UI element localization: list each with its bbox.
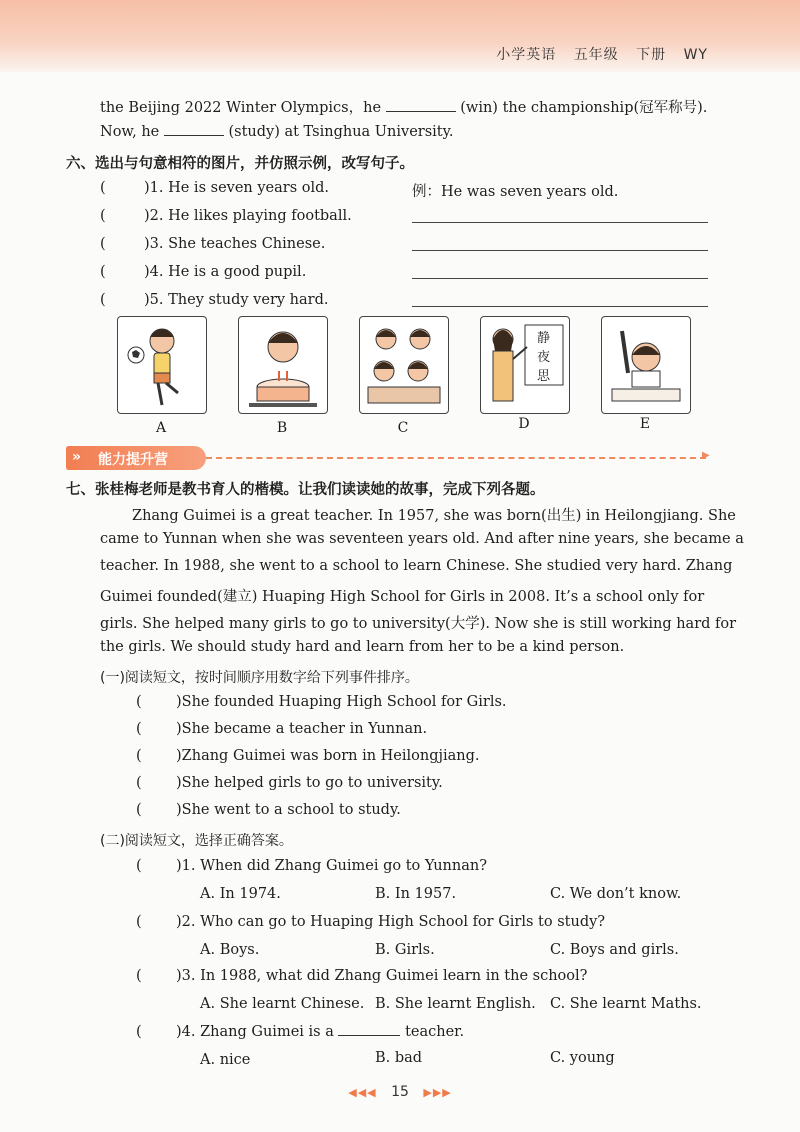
answer-paren[interactable]: ( (136, 914, 142, 930)
page-number: 15 (391, 1084, 409, 1100)
picture-label: D (518, 416, 530, 432)
page-footer (0, 1084, 800, 1100)
question (136, 1024, 464, 1040)
picture-football-boy (117, 316, 207, 414)
answer-paren[interactable]: ( (100, 264, 106, 280)
answer-blank[interactable] (386, 111, 456, 112)
picture-label: E (639, 416, 651, 432)
answer-paren[interactable]: ( (136, 802, 142, 818)
option-b[interactable]: B. She learnt English. (375, 996, 536, 1012)
passage-line: girls. She helped many girls to go to university(大学). Now she is still working hard for (100, 616, 737, 632)
passage-line: came to Yunnan when she was seventeen years old. And after nine years, she became a (100, 531, 744, 547)
list-item (100, 208, 352, 224)
intro-text: Now, he (100, 124, 160, 140)
intro-text: the Beijing 2022 Winter Olympics，he (100, 100, 382, 116)
header-info (484, 44, 708, 64)
question-text: )3. In 1988, what did Zhang Guimei learn in the school? (176, 968, 588, 984)
answer-line[interactable] (412, 222, 708, 223)
picture-label: B (276, 420, 288, 436)
option-b[interactable]: B. bad (375, 1050, 423, 1066)
list-item (100, 236, 325, 252)
option-a[interactable]: A. She learnt Chinese. (200, 996, 365, 1012)
item-text: )3. She teaches Chinese. (144, 236, 326, 252)
item-text: )1. He is seven years old. (144, 180, 330, 196)
option-c[interactable]: C. Boys and girls. (550, 942, 679, 958)
answer-paren[interactable]: ( (136, 968, 142, 984)
option-c[interactable]: C. young (550, 1050, 615, 1066)
picture-label: C (397, 420, 409, 436)
answer-paren[interactable]: ( (100, 180, 106, 196)
answer-paren[interactable]: ( (136, 748, 142, 764)
answer-blank[interactable] (338, 1035, 400, 1036)
answer-paren[interactable]: ( (100, 236, 106, 252)
football-boy-illustration (118, 317, 206, 413)
list-item (100, 264, 306, 280)
picture-pupil-raising-hand (601, 316, 691, 414)
option-b[interactable]: B. Girls. (375, 942, 435, 958)
section-7-title: 七、张桂梅老师是教书育人的楷模。让我们读读她的故事，完成下列各题。 (66, 482, 545, 498)
item-text: )She founded Huaping High School for Girls. (176, 694, 507, 710)
picture-birthday-boy (238, 316, 328, 414)
answer-line[interactable] (412, 306, 708, 307)
question (136, 914, 605, 930)
list-item (100, 292, 329, 308)
option-c[interactable]: C. We don’t know. (550, 886, 682, 902)
item-text: )2. He likes playing football. (144, 208, 352, 224)
students-group-illustration (360, 317, 448, 413)
answer-line[interactable] (412, 278, 708, 279)
intro-text: (win) the championship(冠军称号). (460, 100, 708, 116)
ordering-item (136, 748, 480, 764)
birthday-boy-illustration (239, 317, 327, 413)
option-a[interactable]: A. In 1974. (200, 886, 281, 902)
ordering-item (136, 721, 427, 737)
arrow-end-icon: ▶ (702, 450, 710, 461)
header-subject: 小学英语 (496, 47, 557, 63)
answer-paren[interactable]: ( (136, 775, 142, 791)
answer-paren[interactable]: ( (136, 858, 142, 874)
part-2-title: (二)阅读短文，选择正确答案。 (100, 833, 293, 849)
option-a[interactable]: A. nice (200, 1052, 251, 1068)
blackboard-text (537, 329, 557, 386)
picture-teacher-blackboard (480, 316, 570, 414)
list-item (100, 180, 329, 196)
ordering-item (136, 694, 507, 710)
picture-label: A (155, 420, 167, 436)
blackboard-char: 思 (537, 369, 551, 384)
answer-paren[interactable]: ( (100, 292, 106, 308)
blackboard-char: 夜 (537, 350, 551, 365)
option-c[interactable]: C. She learnt Maths. (550, 996, 702, 1012)
blackboard-char: 静 (537, 331, 551, 346)
answer-paren[interactable]: ( (136, 721, 142, 737)
question-text: )4. Zhang Guimei is a (176, 1024, 334, 1040)
item-text: )She went to a school to study. (176, 802, 401, 818)
item-text: )She became a teacher in Yunnan. (176, 721, 428, 737)
answer-line[interactable] (412, 250, 708, 251)
option-b[interactable]: B. In 1957. (375, 886, 457, 902)
header-edition: WY (683, 47, 708, 63)
example-sentence: 例：He was seven years old. (412, 184, 619, 200)
question-text: )2. Who can go to Huaping High School for Girls to study? (176, 914, 606, 930)
passage-line: Guimei founded(建立) Huaping High School for Girls in 2008. It’s a school only for (100, 589, 705, 605)
item-text: )She helped girls to go to university. (176, 775, 443, 791)
intro-line-2 (100, 124, 453, 140)
section-6-title: 六、选出与句意相符的图片，并仿照示例，改写句子。 (66, 156, 414, 172)
option-a[interactable]: A. Boys. (200, 942, 260, 958)
item-text: )5. They study very hard. (144, 292, 329, 308)
passage-line: Zhang Guimei is a great teacher. In 1957, she was born(出生) in Heilongjiang. She (132, 508, 736, 524)
pupil-illustration (602, 317, 690, 413)
part-1-title: (一)阅读短文，按时间顺序用数字给下列事件排序。 (100, 670, 419, 686)
dashed-divider (206, 457, 706, 459)
question (136, 968, 587, 984)
intro-line-1 (100, 96, 707, 117)
question (136, 858, 487, 874)
item-text: )4. He is a good pupil. (144, 264, 307, 280)
intro-text: (study) at Tsinghua University. (228, 124, 454, 140)
answer-paren[interactable]: ( (100, 208, 106, 224)
item-text: )Zhang Guimei was born in Heilongjiang. (176, 748, 480, 764)
banner-label: 能力提升营 (98, 452, 168, 468)
prev-arrows-icon: ◀◀◀ (348, 1086, 377, 1099)
passage-line: the girls. We should study hard and learn from her to be a kind person. (100, 639, 625, 655)
header-grade: 五年级 (573, 47, 619, 63)
double-chevron-icon: » (72, 449, 82, 465)
answer-paren[interactable]: ( (136, 1024, 142, 1040)
header-volume: 下册 (636, 47, 667, 63)
question-text: )1. When did Zhang Guimei go to Yunnan? (176, 858, 487, 874)
ordering-item (136, 775, 443, 791)
question-text: teacher. (405, 1024, 465, 1040)
answer-blank[interactable] (164, 135, 224, 136)
answer-paren[interactable]: ( (136, 694, 142, 710)
picture-students-group (359, 316, 449, 414)
next-arrows-icon: ▶▶▶ (423, 1086, 452, 1099)
ordering-item (136, 802, 401, 818)
passage-line: teacher. In 1988, she went to a school to learn Chinese. She studied very hard. Zhang (100, 558, 733, 574)
